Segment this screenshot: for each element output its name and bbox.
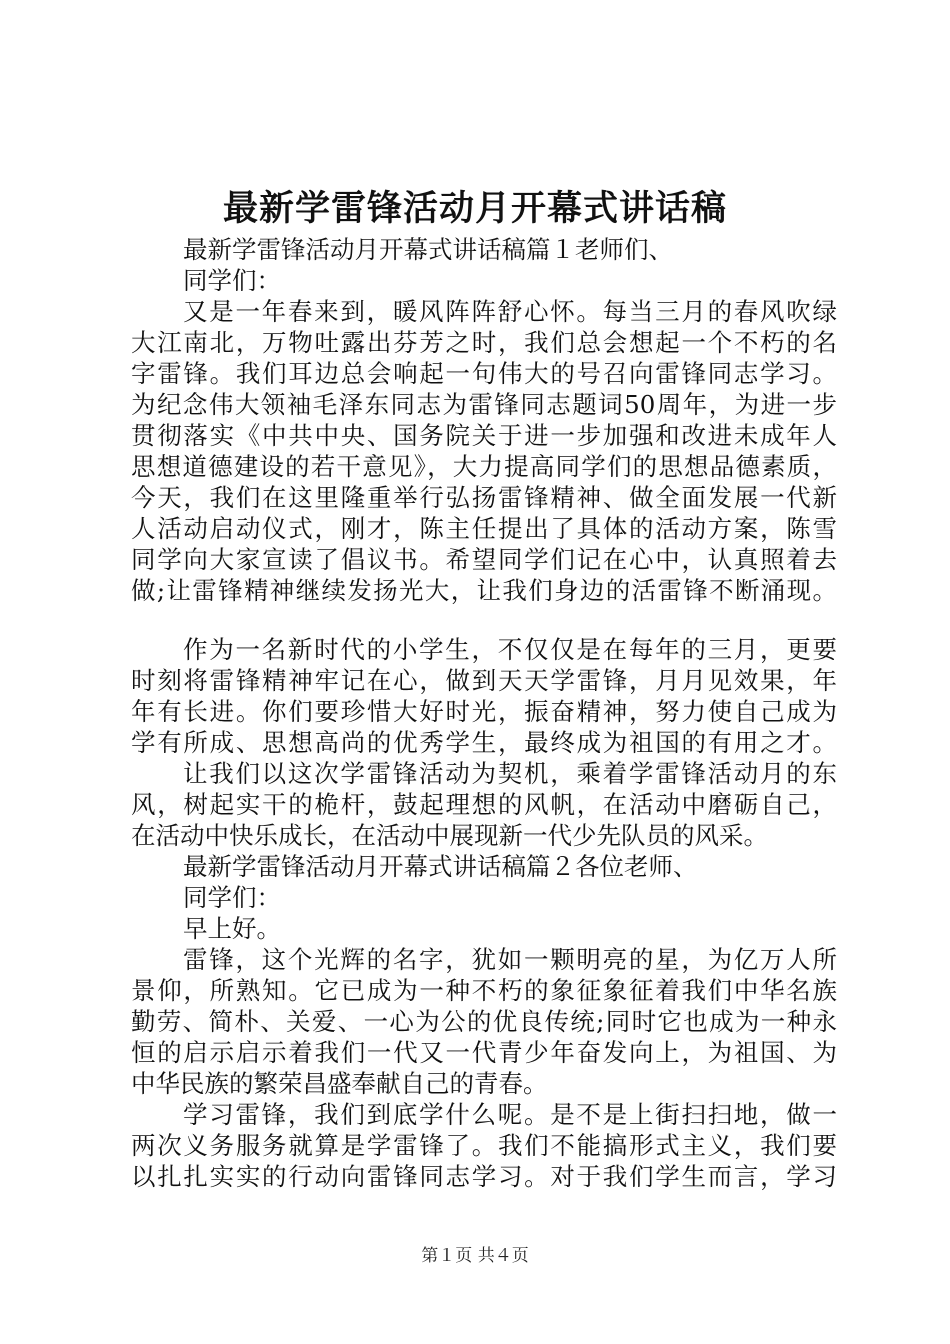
text-line: 最新学雷锋活动月开幕式讲话稿篇１老师们、 xyxy=(183,235,673,264)
text-line: 人活动启动仪式，刚才，陈主任提出了具体的活动方案，陈雪 xyxy=(131,514,837,543)
text-line: 做;让雷锋精神继续发扬光大，让我们身边的活雷锋不断涌现。 xyxy=(131,576,837,605)
text-line: 勤劳、简朴、关爱、一心为公的优良传统;同时它也成为一种永 xyxy=(131,1007,837,1036)
text-line: 同学们： xyxy=(183,266,281,295)
text-line: 时刻将雷锋精神牢记在心，做到天天学雷锋，月月见效果，年 xyxy=(131,666,837,695)
document-body xyxy=(131,234,837,1192)
text-line: 年有长进。你们要珍惜大好时光，振奋精神，努力使自己成为 xyxy=(131,697,837,726)
text-line: 同学们： xyxy=(183,883,281,912)
text-line: 景仰，所熟知。它已成为一种不朽的象征象征着我们中华名族 xyxy=(131,976,837,1005)
text-line: 学有所成、思想高尚的优秀学生，最终成为祖国的有用之才。 xyxy=(131,728,837,757)
text-line: 学习雷锋，我们到底学什么呢。是不是上街扫扫地，做一 xyxy=(183,1100,837,1129)
text-line: 风，树起实干的桅杆，鼓起理想的风帆，在活动中磨砺自己， xyxy=(131,790,837,819)
text-line: 让我们以这次学雷锋活动为契机，乘着学雷锋活动月的东 xyxy=(183,759,837,788)
page-number-footer: 第１页 共４页 xyxy=(421,1246,529,1266)
text-line: 为纪念伟大领袖毛泽东同志为雷锋同志题词50周年，为进一步 xyxy=(131,390,837,419)
text-line: 同学向大家宣读了倡议书。希望同学们记在心中，认真照着去 xyxy=(131,545,837,574)
paragraph-gap xyxy=(131,606,837,634)
text-line: 思想道德建设的若干意见》，大力提高同学们的思想品德素质， xyxy=(131,452,837,481)
text-line: 大江南北，万物吐露出芬芳之时，我们总会想起一个不朽的名 xyxy=(131,328,837,357)
text-line: 作为一名新时代的小学生，不仅仅是在每年的三月，更要 xyxy=(183,635,837,664)
document-title: 最新学雷锋活动月开幕式讲话稿 xyxy=(222,188,727,229)
text-line: 中华民族的繁荣昌盛奉献自己的青春。 xyxy=(131,1069,548,1098)
text-line: 今天，我们在这里隆重举行弘扬雷锋精神、做全面发展一代新 xyxy=(131,483,837,512)
text-line: 雷锋，这个光辉的名字，犹如一颗明亮的星，为亿万人所 xyxy=(183,945,837,974)
text-line: 两次义务服务就算是学雷锋了。我们不能搞形式主义，我们要 xyxy=(131,1131,837,1160)
text-line: 字雷锋。我们耳边总会响起一句伟大的号召向雷锋同志学习。 xyxy=(131,359,837,388)
text-line: 在活动中快乐成长，在活动中展现新一代少先队员的风采。 xyxy=(131,821,768,850)
text-line: 早上好。 xyxy=(183,914,281,943)
text-line: 又是一年春来到，暖风阵阵舒心怀。每当三月的春风吹绿 xyxy=(183,297,837,326)
text-line: 以扎扎实实的行动向雷锋同志学习。对于我们学生而言，学习 xyxy=(131,1162,837,1191)
text-line: 贯彻落实《中共中央、国务院关于进一步加强和改进未成年人 xyxy=(131,421,837,450)
text-line: 恒的启示启示着我们一代又一代青少年奋发向上，为祖国、为 xyxy=(131,1038,837,1067)
text-line: 最新学雷锋活动月开幕式讲话稿篇２各位老师、 xyxy=(183,852,698,881)
